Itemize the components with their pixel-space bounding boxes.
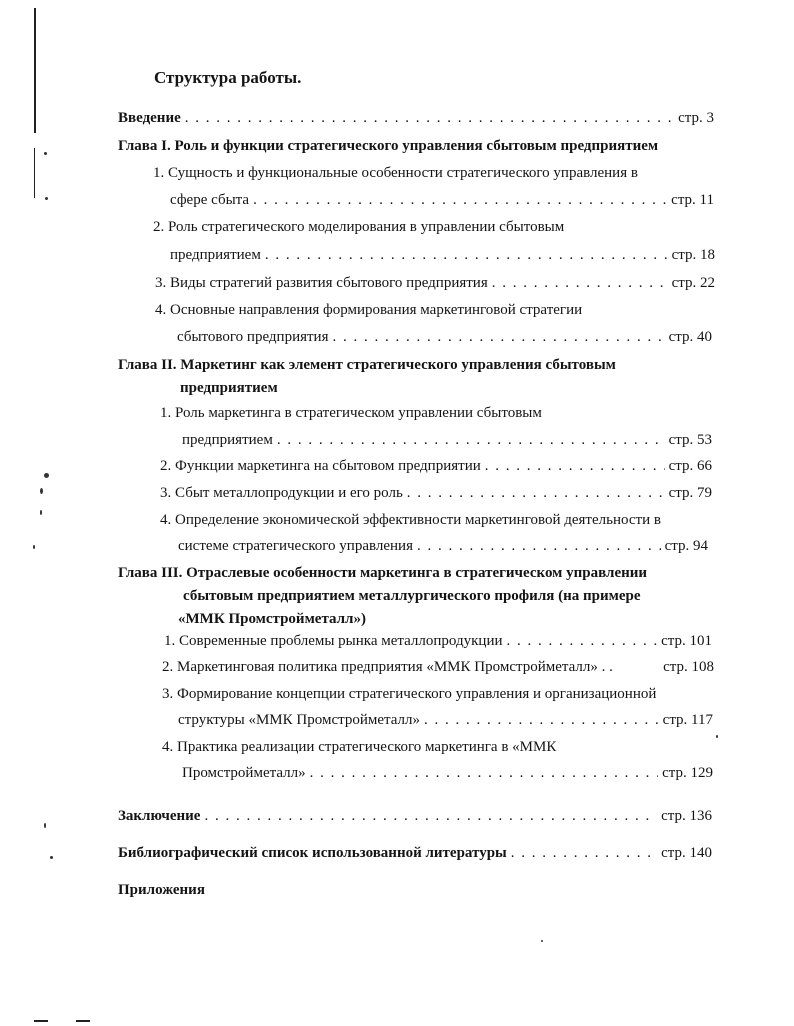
leader-dots (485, 458, 665, 475)
scan-edge-line (34, 1020, 48, 1022)
toc-label: сбытового предприятия (177, 329, 329, 345)
toc-label: предприятием (182, 432, 273, 448)
toc-label: структуры «ММК Промстройметалл» (178, 712, 421, 728)
toc-entry-conclusion (118, 808, 712, 828)
leader-dots (310, 765, 658, 782)
toc-item-line: 3. Формирование концепции стратегического управления и организационной (162, 686, 657, 702)
leader-dots (492, 275, 668, 292)
toc-entry (182, 765, 713, 785)
toc-item-line: 4. Определение экономической эффективности маркетинговой деятельности в (160, 512, 661, 528)
scan-edge-line (34, 8, 36, 133)
page-number: стр. 11 (671, 192, 714, 208)
toc-entry (155, 275, 715, 295)
toc-entry (160, 485, 712, 505)
toc-label: сфере сбыта (170, 192, 250, 208)
toc-item-line: 1. Сущность и функциональные особенности стратегического управления в (153, 165, 638, 181)
toc-item-line: 2. Роль стратегического моделирования в управлении сбытовым (153, 219, 565, 235)
leader-dots (185, 110, 674, 127)
chapter-heading-cont: «ММК Промстройметалл») (178, 611, 366, 627)
toc-entry (164, 633, 712, 653)
toc-item-line: 4. Практика реализации стратегического маркетинга в «ММК (162, 739, 557, 755)
toc-label: Промстройметалл» (182, 765, 306, 781)
toc-entry (178, 712, 713, 732)
leader-dots (507, 633, 658, 650)
page-number: стр. 79 (668, 485, 712, 501)
toc-entry (170, 247, 715, 267)
toc-entry (170, 192, 714, 212)
page-number: стр. 101 (661, 633, 712, 649)
scan-edge-line (76, 1020, 90, 1022)
toc-label: 3. Сбыт металлопродукции и его роль (160, 485, 403, 501)
leader-dots (424, 712, 659, 729)
toc-entry (182, 432, 712, 452)
leader-dots (204, 808, 657, 825)
toc-label: 2. Функции маркетинга на сбытовом предприятии (160, 458, 481, 474)
leader-dots (332, 329, 664, 346)
page-number: стр. 53 (668, 432, 712, 448)
chapter-heading: Глава III. Отраслевые особенности маркетинга в стратегическом управлении (118, 565, 648, 581)
toc-label: Заключение (118, 808, 201, 824)
toc-entry (162, 659, 714, 679)
leader-dots (265, 247, 668, 264)
leader-dots (511, 845, 657, 862)
toc-item-line: 4. Основные направления формирования маркетинговой стратегии (155, 302, 583, 318)
scan-speck (716, 735, 718, 738)
scan-speck (541, 940, 543, 942)
toc-entry (160, 458, 712, 478)
chapter-heading: Глава I. Роль и функции стратегического управления сбытовым предприятием (118, 138, 659, 154)
page-number: стр. 108 (663, 659, 714, 675)
page-number: стр. 136 (661, 808, 712, 824)
toc-entry-bibliography (118, 845, 712, 865)
page-number: стр. 22 (671, 275, 715, 291)
page-number: стр. 129 (662, 765, 713, 781)
toc-label: 3. Виды стратегий развития сбытового предприятия (155, 275, 488, 291)
scan-speck (45, 197, 48, 200)
toc-entry (177, 329, 712, 349)
chapter-heading-cont: сбытовым предприятием металлургического профиля (на примере (183, 588, 641, 604)
toc-entry-appendix: Приложения (118, 882, 205, 898)
page-number: стр. 40 (668, 329, 712, 345)
chapter-heading-cont: предприятием (180, 380, 278, 396)
toc-label: предприятием (170, 247, 261, 263)
leader-dots (277, 432, 665, 449)
toc-label: Библиографический список использованной литературы (118, 845, 507, 861)
page-number: стр. 117 (662, 712, 713, 728)
page-number: стр. 3 (678, 110, 714, 126)
toc-label: Введение (118, 110, 181, 126)
toc-label: 2. Маркетинговая политика предприятия «ММК Промстройметалл» . . (162, 659, 613, 675)
toc-label: 1. Современные проблемы рынка металлопродукции (164, 633, 503, 649)
toc-entry-introduction (118, 110, 714, 130)
scan-speck (44, 152, 47, 155)
scan-speck (44, 473, 49, 478)
scan-speck (33, 545, 35, 549)
scan-speck (40, 510, 42, 515)
toc-label: системе стратегического управления (178, 538, 413, 554)
page-number: стр. 94 (664, 538, 708, 554)
leader-dots (417, 538, 661, 555)
page-number: стр. 140 (661, 845, 712, 861)
toc-item-line: 1. Роль маркетинга в стратегическом управлении сбытовым (160, 405, 542, 421)
page-number: стр. 18 (671, 247, 715, 263)
scan-edge-line (34, 148, 35, 198)
scan-speck (44, 823, 46, 828)
scan-speck (40, 488, 43, 494)
chapter-heading: Глава II. Маркетинг как элемент стратегического управления сбытовым (118, 357, 616, 373)
page-title: Структура работы. (154, 68, 302, 87)
page-number: стр. 66 (668, 458, 712, 474)
leader-dots (253, 192, 667, 209)
toc-entry (178, 538, 708, 558)
leader-dots (407, 485, 665, 502)
scan-speck (50, 856, 53, 859)
